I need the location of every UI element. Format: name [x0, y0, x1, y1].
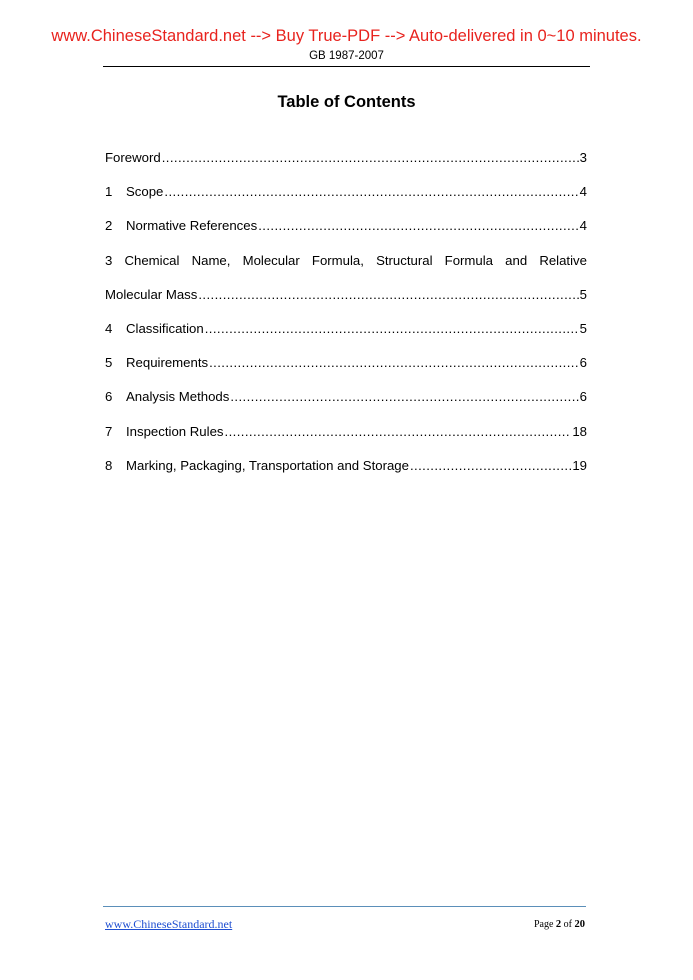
- toc-entry-foreword[interactable]: [105, 148, 587, 182]
- toc-entry-label: Requirements: [126, 355, 209, 371]
- toc-entry-number: 4: [105, 320, 113, 336]
- toc-entry-label: Molecular Mass: [105, 286, 198, 302]
- dot-leader: [164, 182, 578, 202]
- total-page-count: 20: [574, 919, 585, 930]
- toc-entry-label: Inspection Rules: [126, 423, 224, 439]
- dot-leader: [230, 387, 578, 407]
- dot-leader: [162, 148, 579, 168]
- label-word: Molecular: [242, 252, 300, 268]
- label-word: Name,: [191, 252, 231, 268]
- page-word: Page: [533, 919, 554, 930]
- toc-entry-number: 7: [105, 423, 113, 439]
- label-word: Formula,: [311, 252, 364, 268]
- label-word: Structural: [376, 252, 433, 268]
- toc-entry-label: Marking, Packaging, Transportation and Storage: [126, 457, 409, 473]
- document-code: GB 1987-2007: [309, 50, 384, 62]
- page-indicator: [470, 919, 585, 930]
- dot-leader: [209, 353, 579, 373]
- toc-entry-number: 1: [105, 184, 113, 200]
- toc-entry-scope[interactable]: [105, 182, 587, 216]
- label-word: and: [505, 252, 528, 268]
- toc-entry-page: 5: [579, 320, 587, 336]
- toc-entry-marking-packaging[interactable]: [105, 456, 587, 490]
- toc-entry-requirements[interactable]: [105, 353, 587, 387]
- footer-website-link[interactable]: www.ChineseStandard.net: [105, 917, 233, 931]
- toc-entry-number: 6: [105, 389, 113, 405]
- promo-banner: www.ChineseStandard.net --> Buy True-PDF --> Auto-delivered in 0~10 minutes.: [51, 27, 642, 45]
- footer-divider: [103, 906, 586, 907]
- dot-leader: [198, 285, 578, 305]
- toc-entry-page: 19: [572, 457, 587, 473]
- toc-entry-label-line2: [105, 285, 587, 319]
- label-word: Relative: [539, 252, 587, 268]
- toc-entry-normative-references[interactable]: [105, 216, 587, 250]
- toc-entry-label-line1: [105, 251, 587, 285]
- toc-entry-page: 6: [579, 355, 587, 371]
- toc-entry-analysis-methods[interactable]: [105, 387, 587, 421]
- dot-leader: [410, 456, 571, 476]
- toc-entry-page: 4: [579, 218, 587, 234]
- toc-entry-label: Classification: [126, 320, 204, 336]
- toc-entry-number: 5: [105, 355, 113, 371]
- toc-entry-page: 6: [579, 389, 587, 405]
- toc-entry-label: Foreword: [105, 150, 161, 165]
- dot-leader: [225, 422, 572, 442]
- toc-entry-chemical-name[interactable]: [105, 251, 587, 319]
- toc-entry-label: Analysis Methods: [126, 389, 230, 405]
- current-page-number: 2: [555, 919, 562, 930]
- toc-entry-page: 4: [579, 184, 587, 200]
- toc-title: Table of Contents: [277, 93, 416, 111]
- toc-entry-number: 8: [105, 457, 113, 473]
- label-word: Formula: [444, 252, 494, 268]
- toc-entry-inspection-rules[interactable]: [105, 422, 587, 456]
- dot-leader: [205, 319, 579, 339]
- dot-leader: [258, 216, 578, 236]
- table-of-contents: [105, 148, 587, 490]
- label-word: Chemical: [124, 252, 180, 268]
- toc-entry-classification[interactable]: [105, 319, 587, 353]
- toc-entry-label: Scope: [126, 184, 164, 200]
- toc-entry-page: 5: [579, 286, 587, 302]
- toc-entry-number: 3: [105, 252, 113, 268]
- toc-entry-page: 3: [579, 150, 587, 165]
- page-of-word: of: [563, 919, 572, 930]
- toc-entry-number: 2: [105, 218, 113, 234]
- header-divider: [103, 66, 590, 67]
- toc-entry-page: 18: [572, 423, 587, 439]
- toc-entry-label: Normative References: [126, 218, 258, 234]
